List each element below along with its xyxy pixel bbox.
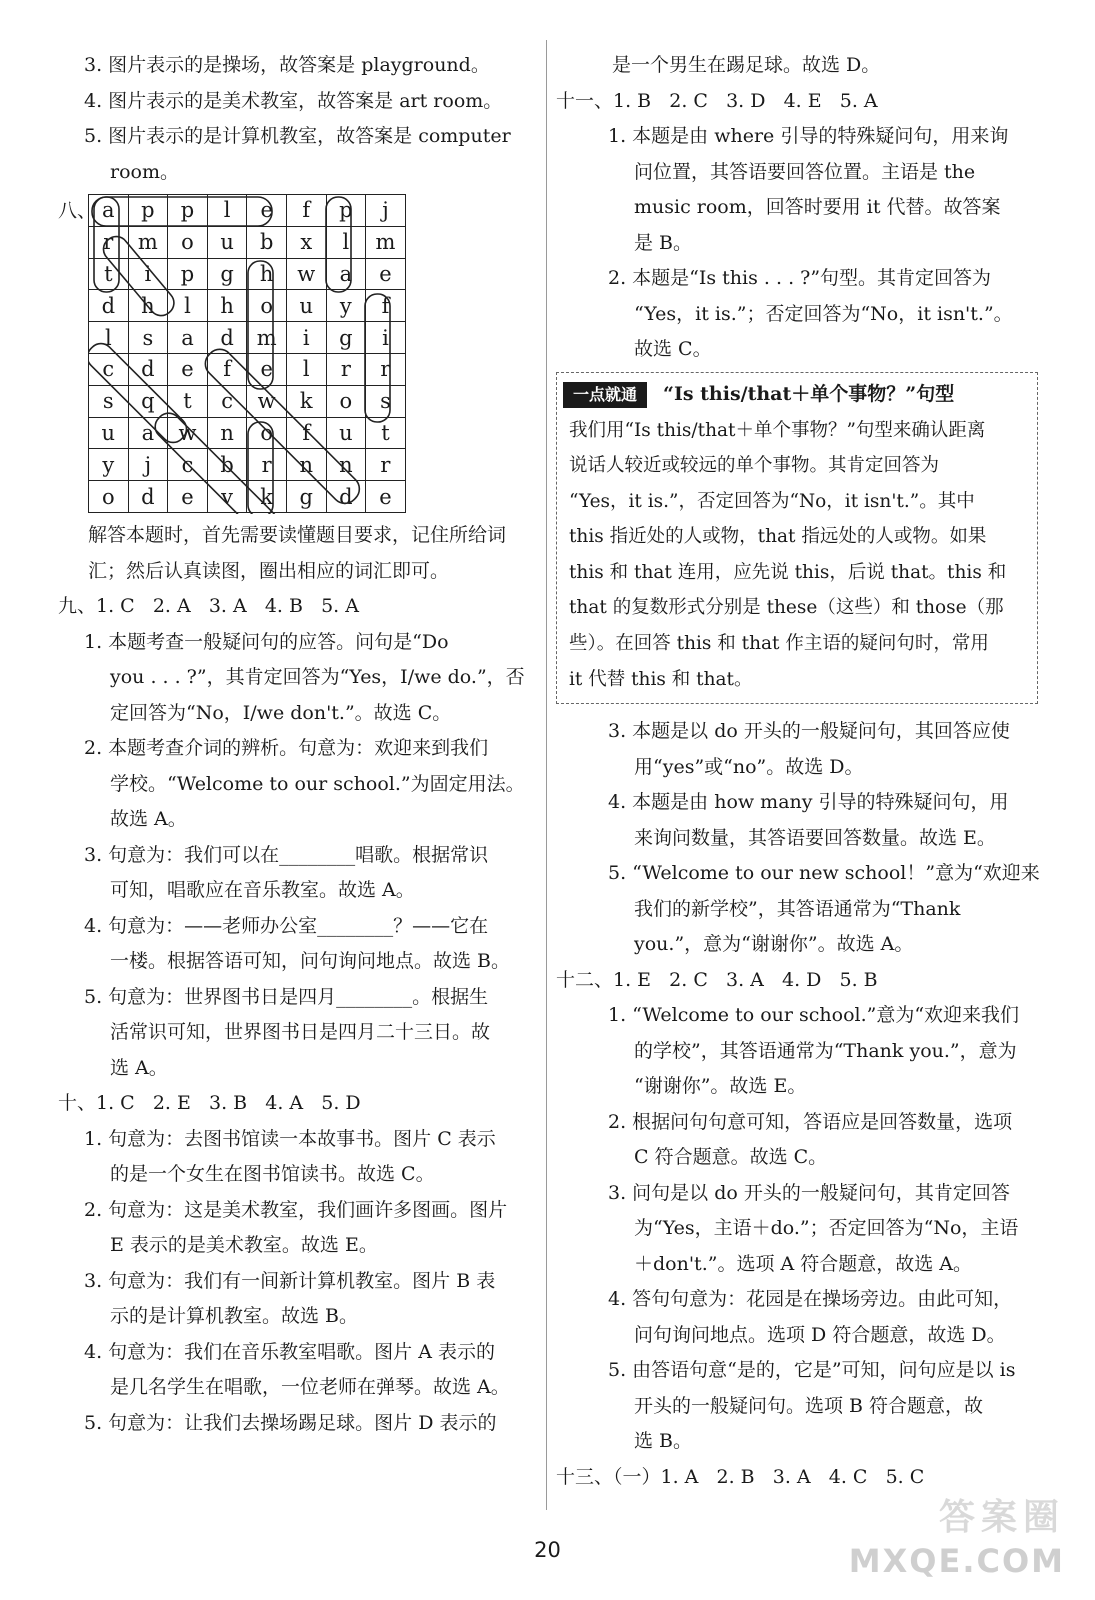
section-11-answers: 十一、1. B 2. C 3. D 4. E 5. A	[556, 89, 878, 112]
section-12-items	[556, 998, 1038, 1460]
wordsearch-cell: r	[247, 449, 287, 481]
column-divider	[546, 40, 547, 1510]
wordsearch-cell: e	[247, 195, 287, 227]
wordsearch-cell: g	[326, 322, 366, 354]
wordsearch-row	[89, 290, 406, 322]
item-first-line: 5. 句意为：让我们去操场踢足球。图片 D 表示的	[84, 1411, 497, 1434]
wordsearch-cell: i	[128, 258, 168, 290]
wordsearch-cell: x	[286, 226, 326, 258]
wordsearch-cell: e	[168, 481, 208, 513]
wordsearch-row	[89, 322, 406, 354]
wordsearch-cell: v	[207, 481, 247, 513]
wordsearch-cell: s	[89, 385, 129, 417]
item-continued-line: 定回答为“No，I/we don't.”。故选 C。	[110, 701, 452, 724]
item-first-line: 4. 句意为：我们在音乐教室唱歌。图片 A 表示的	[84, 1340, 495, 1363]
wordsearch-cell: p	[168, 258, 208, 290]
wordsearch-cell: l	[326, 226, 366, 258]
tip-line: it 代替 this 和 that。	[569, 668, 753, 690]
wordsearch-row	[89, 195, 406, 227]
wordsearch-cell: r	[89, 226, 129, 258]
item-first-line: 2. 句意为：这是美术教室，我们画许多图画。图片	[84, 1198, 508, 1221]
wordsearch-cell: e	[168, 353, 208, 385]
wordsearch-cell: u	[207, 226, 247, 258]
item-continued-line: C 符合题意。故选 C。	[634, 1146, 828, 1169]
item-continued-line: 示的是计算机教室。故选 B。	[110, 1305, 359, 1327]
tip-badge: 一点就通	[563, 382, 647, 408]
wordsearch-cell: a	[168, 322, 208, 354]
wordsearch-cell: n	[207, 417, 247, 449]
item-continued-line: 选 B。	[634, 1430, 693, 1453]
wordsearch-cell: k	[247, 481, 287, 513]
item-continued-line: 故选 C。	[634, 338, 712, 360]
item-first-line: 1. 本题是由 where 引导的特殊疑问句，用来询	[608, 125, 1009, 147]
watermark-cn: 答案圈	[938, 1497, 1065, 1538]
section-11-items-after	[556, 714, 1038, 963]
wordsearch-cell: w	[286, 258, 326, 290]
wordsearch-cell: r	[366, 353, 406, 385]
wordsearch-grid	[88, 194, 406, 513]
item-continued-line: 学校。“Welcome to our school.”为固定用法。	[110, 772, 525, 795]
item-continued-line: 可知，唱歌应在音乐教室。故选 A。	[110, 879, 415, 901]
item-first-line: 2. 根据问句句意可知，答语应是回答数量，选项	[608, 1110, 1013, 1133]
wordsearch-cell: a	[89, 195, 129, 227]
wordsearch-cell: j	[366, 195, 406, 227]
wordsearch-cell: d	[207, 322, 247, 354]
wordsearch-cell: a	[128, 417, 168, 449]
section-9-items	[58, 625, 538, 1087]
wordsearch-cell: t	[89, 258, 129, 290]
watermark-logo	[815, 1497, 1075, 1582]
wordsearch-cell: h	[247, 258, 287, 290]
item-continued-line: 来询问数量，其答语要回答数量。故选 E。	[634, 826, 996, 849]
wordsearch-cell: s	[366, 385, 406, 417]
left-column	[58, 48, 538, 1441]
section-9-answers: 九、1. C 2. A 3. A 4. B 5. A	[58, 595, 359, 617]
section-13-answers: 十三、（一）1. A 2. B 3. A 4. C 5. C	[556, 1465, 925, 1488]
wordsearch-cell: l	[207, 195, 247, 227]
text-line: 3. 图片表示的是操场，故答案是 playground。	[84, 54, 490, 76]
wordsearch-cell: r	[326, 353, 366, 385]
item-continued-line: E 表示的是美术教室。故选 E。	[110, 1234, 378, 1256]
wordsearch-cell: h	[128, 290, 168, 322]
wordsearch-cell: l	[286, 353, 326, 385]
item-first-line: 2. 本题是“Is this . . . ?”句型。其肯定回答为	[608, 267, 992, 289]
text-line: 汇；然后认真读图，圈出相应的词汇即可。	[88, 559, 450, 582]
tip-box	[556, 372, 1038, 705]
item-continued-line: 用“yes”或“no”。故选 D。	[634, 755, 864, 778]
section-10-items	[58, 1122, 538, 1442]
wordsearch-cell: l	[168, 290, 208, 322]
wordsearch-cell: s	[128, 322, 168, 354]
wordsearch-cell: o	[247, 417, 287, 449]
wordsearch-row	[89, 481, 406, 513]
wordsearch-cell: w	[247, 385, 287, 417]
tip-title: “Is this/that＋单个事物？”句型	[663, 382, 955, 405]
item-first-line: 1. 本题考查一般疑问句的应答。问句是“Do	[84, 630, 449, 653]
wordsearch-cell: d	[326, 481, 366, 513]
item-first-line: 3. 本题是以 do 开头的一般疑问句，其回答应使	[608, 720, 1010, 743]
item-first-line: 4. 句意为：——老师办公室________？——它在	[84, 914, 489, 937]
wordsearch-cell: i	[286, 322, 326, 354]
section-10-answers: 十、1. C 2. E 3. B 4. A 5. D	[58, 1092, 361, 1114]
wordsearch-cell: c	[89, 353, 129, 385]
wordsearch-cell: k	[286, 385, 326, 417]
page-number: 20	[534, 1538, 561, 1562]
wordsearch-cell: t	[168, 385, 208, 417]
wordsearch-cell: m	[366, 226, 406, 258]
wordsearch-cell: g	[286, 481, 326, 513]
wordsearch-cell: g	[207, 258, 247, 290]
item-first-line: 2. 本题考查介词的辨析。句意为：欢迎来到我们	[84, 737, 489, 759]
wordsearch-cell: c	[207, 385, 247, 417]
wordsearch-cell: p	[326, 195, 366, 227]
wordsearch-cell: o	[326, 385, 366, 417]
wordsearch-cell: f	[286, 417, 326, 449]
text-line: 解答本题时，首先需要读懂题目要求，记住所给词	[88, 524, 507, 546]
wordsearch-row	[89, 258, 406, 290]
wordsearch-cell: d	[128, 353, 168, 385]
wordsearch-cell: h	[207, 290, 247, 322]
item-continued-line: you.”，意为“谢谢你”。故选 A。	[634, 933, 914, 956]
wordsearch-cell: n	[326, 449, 366, 481]
wordsearch-cell: p	[168, 195, 208, 227]
wordsearch-cell: f	[207, 353, 247, 385]
wordsearch-row	[89, 226, 406, 258]
wordsearch-cell: d	[128, 481, 168, 513]
item-continued-line: 是几名学生在唱歌，一位老师在弹琴。故选 A。	[110, 1376, 510, 1398]
item-continued-line: “谢谢你”。故选 E。	[634, 1075, 807, 1098]
item-continued-line: 问位置，其答语要回答位置。主语是 the	[634, 160, 976, 183]
item-continued-line: 我们的新学校”，其答语通常为“Thank	[634, 897, 961, 920]
wordsearch-row	[89, 385, 406, 417]
wordsearch-cell: y	[326, 290, 366, 322]
text-line: 5. 图片表示的是计算机教室，故答案是 computer	[84, 125, 511, 147]
item-continued-line: 一楼。根据答语可知，问句询问地点。故选 B。	[110, 950, 511, 972]
wordsearch-cell: y	[89, 449, 129, 481]
tip-line: 些）。在回答 this 和 that 作主语的疑问句时，常用	[569, 633, 989, 655]
wordsearch-cell: i	[366, 322, 406, 354]
wordsearch-cell: w	[168, 417, 208, 449]
wordsearch-cell: u	[286, 290, 326, 322]
item-continued-line: 是 B。	[634, 231, 693, 254]
item-continued-line: 的学校”，其答语通常为“Thank you.”，意为	[634, 1039, 1017, 1062]
tip-line: 我们用“Is this/that＋单个事物？”句型来确认距离	[569, 419, 986, 441]
wordsearch-cell: c	[168, 449, 208, 481]
wordsearch-cell: o	[89, 481, 129, 513]
wordsearch-cell: d	[89, 290, 129, 322]
wordsearch-cell: f	[286, 195, 326, 227]
item-first-line: 1. 句意为：去图书馆读一本故事书。图片 C 表示	[84, 1127, 496, 1150]
wordsearch-cell: b	[247, 226, 287, 258]
wordsearch-cell: q	[128, 385, 168, 417]
wordsearch-cell: n	[286, 449, 326, 481]
wordsearch-cell: o	[168, 226, 208, 258]
wordsearch-cell: u	[326, 417, 366, 449]
wordsearch-cell: r	[366, 449, 406, 481]
wordsearch-cell: j	[128, 449, 168, 481]
tip-line: “Yes，it is.”，否定回答为“No，it isn't.”。其中	[569, 490, 975, 512]
wordsearch-cell: e	[366, 258, 406, 290]
item-first-line: 5. “Welcome to our new school！”意为“欢迎来	[608, 862, 1040, 885]
wordsearch-grid-wrap	[88, 194, 406, 512]
wordsearch-cell: b	[207, 449, 247, 481]
wordsearch-cell: a	[326, 258, 366, 290]
tip-line: this 和 that 连用，应先说 this，后说 that。this 和	[569, 561, 1007, 583]
item-continued-line: 的是一个女生在图书馆读书。故选 C。	[110, 1163, 435, 1185]
section-12-answers: 十二、1. E 2. C 3. A 4. D 5. B	[556, 968, 878, 991]
wordsearch-row	[89, 353, 406, 385]
item-continued-line: you . . . ?”，其肯定回答为“Yes，I/we do.”，否	[110, 666, 525, 688]
text-line: room。	[110, 160, 179, 183]
item-continued-line: 为“Yes，主语＋do.”；否定回答为“No，主语	[634, 1217, 1019, 1240]
section-11-items-before	[556, 119, 1038, 368]
wordsearch-cell: l	[89, 322, 129, 354]
section-label: 八、	[58, 200, 97, 222]
text-line: 是一个男生在踢足球。故选 D。	[612, 54, 881, 76]
item-first-line: 3. 问句是以 do 开头的一般疑问句，其肯定回答	[608, 1181, 1010, 1204]
item-first-line: 5. 由答语句意“是的，它是”可知，问句应是以 is	[608, 1359, 1016, 1382]
wordsearch-section	[58, 194, 538, 512]
item-first-line: 3. 句意为：我们有一间新计算机教室。图片 B 表	[84, 1269, 496, 1292]
item-first-line: 1. “Welcome to our school.”意为“欢迎来我们	[608, 1004, 1020, 1027]
watermark-en: MXQE.COM	[848, 1542, 1065, 1580]
text-line: 4. 图片表示的是美术教室，故答案是 art room。	[84, 89, 503, 112]
item-continued-line: 故选 A。	[110, 808, 187, 830]
wordsearch-cell: m	[247, 322, 287, 354]
item-continued-line: 问句询问地点。选项 D 符合题意，故选 D。	[634, 1323, 1006, 1346]
item-continued-line: ＋don't.”。选项 A 符合题意，故选 A。	[634, 1252, 973, 1275]
wordsearch-row	[89, 449, 406, 481]
tip-line: this 指近处的人或物，that 指远处的人或物。如果	[569, 526, 987, 548]
wordsearch-cell: e	[366, 481, 406, 513]
tip-line: that 的复数形式分别是 these（这些）和 those（那	[569, 597, 1004, 619]
item-first-line: 5. 句意为：世界图书日是四月________。根据生	[84, 985, 489, 1008]
item-first-line: 3. 句意为：我们可以在________唱歌。根据常识	[84, 843, 489, 866]
item-continued-line: 选 A。	[110, 1056, 168, 1079]
wordsearch-cell: e	[247, 353, 287, 385]
wordsearch-cell: o	[247, 290, 287, 322]
wordsearch-cell: p	[128, 195, 168, 227]
tip-header	[569, 377, 1025, 413]
tip-body	[569, 413, 1025, 698]
item-continued-line: 开头的一般疑问句。选项 B 符合题意，故	[634, 1394, 984, 1417]
wordsearch-cell: u	[89, 417, 129, 449]
item-first-line: 4. 本题是由 how many 引导的特殊疑问句，用	[608, 791, 1009, 814]
item-continued-line: music room，回答时要用 it 代替。故答案	[634, 196, 1001, 218]
tip-line: 说话人较近或较远的单个事物。其肯定回答为	[569, 455, 940, 477]
wordsearch-cell: t	[366, 417, 406, 449]
item-continued-line: 活常识可知，世界图书日是四月二十三日。故	[110, 1021, 491, 1043]
item-continued-line: “Yes，it is.”；否定回答为“No，it isn't.”。	[634, 302, 1013, 325]
wordsearch-row	[89, 417, 406, 449]
item-first-line: 4. 答句句意为：花园是在操场旁边。由此可知，	[608, 1288, 1013, 1311]
wordsearch-cell: f	[366, 290, 406, 322]
right-column	[556, 48, 1038, 1495]
wordsearch-cell: m	[128, 226, 168, 258]
